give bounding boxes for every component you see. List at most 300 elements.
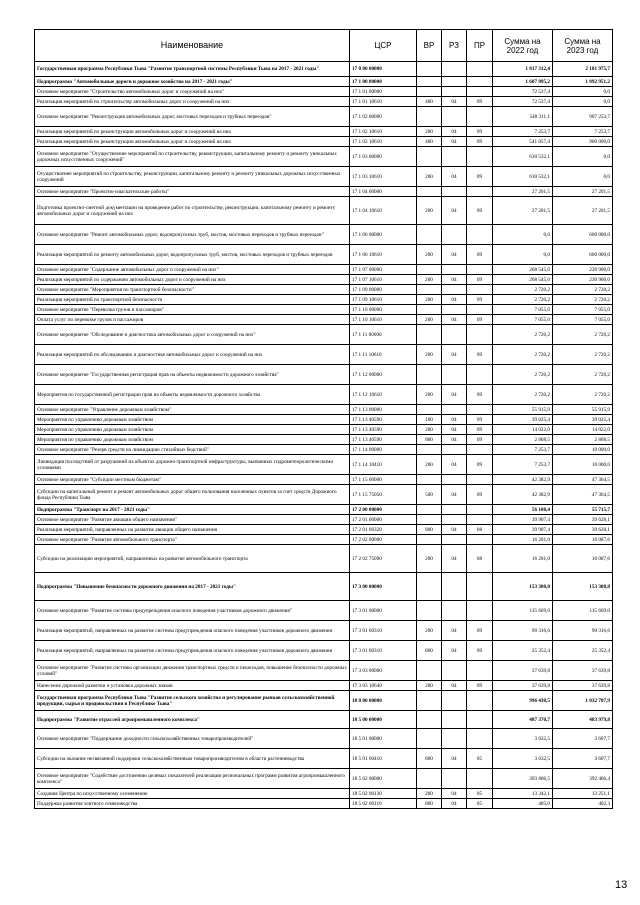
cell-pr [467,225,493,245]
table-row [35,137,613,147]
cell-pr [467,515,493,525]
cell-sum-2022: 7 055,0 [493,315,553,325]
cell-name: Подпрограмма "Развитие отраслей агропромышленного комплекса" [35,711,350,729]
cell-sum-2023: 115 669,0 [553,601,613,621]
cell-sum-2022: 55 915,9 [493,405,553,415]
cell-vr: 500 [417,485,442,505]
cell-sum-2023: 7 055,0 [553,315,613,325]
cell-sum-2023: 230 900,0 [553,265,613,275]
header-vr: ВР [417,30,442,62]
cell-vr: 100 [417,415,442,425]
cell-vr [417,535,442,545]
cell-sum-2023: 0,0 [553,87,613,97]
cell-pr: 09 [467,127,493,137]
cell-csr: 17 1 10 00000 [350,305,417,315]
cell-name: Основное мероприятие "Ремонт автомобильных дорог, водопропускных труб, мостов, мостовых переходов и трубных переездов" [35,225,350,245]
table-row [35,691,613,711]
cell-sum-2023: 7 055,0 [553,305,613,315]
cell-csr: 17 1 01 00000 [350,87,417,97]
cell-name: Нанесение дорожной разметки и установка дорожных знаков [35,681,350,691]
header-rz: РЗ [442,30,467,62]
cell-name: Основное мероприятие "Содействие достижению целевых показателей реализации региональных программ развития агропромышленного комплекса" [35,769,350,789]
cell-vr: 800 [417,799,442,809]
cell-pr [467,365,493,385]
cell-name: Мероприятия по управлению дорожным хозяйством [35,415,350,425]
cell-rz [442,661,467,681]
cell-csr: 17 2 01 60320 [350,525,417,535]
cell-pr: 08 [467,545,493,573]
cell-pr: 09 [467,455,493,475]
cell-sum-2022: 16 201,0 [493,545,553,573]
table-row [35,275,613,285]
cell-sum-2022: 72 537,4 [493,97,553,107]
cell-sum-2022: 39 907,4 [493,525,553,535]
cell-sum-2022: 7 253,7 [493,445,553,455]
cell-name: Основное мероприятие "Проектно-изыскательские работы" [35,187,350,197]
cell-name: Реализация мероприятий по обследованию и диагностике автомобильных дорог и сооружений на них [35,345,350,365]
cell-csr: 17 1 03 00000 [350,147,417,167]
cell-name: Субсидии на реализацию мероприятий, направленных на развитие автомобильного транспорта [35,545,350,573]
cell-sum-2022: 268 545,0 [493,265,553,275]
cell-pr: 09 [467,315,493,325]
cell-vr: 400 [417,137,442,147]
cell-csr: 17 1 11 10610 [350,345,417,365]
cell-sum-2022: 37 639,8 [493,661,553,681]
table-row [35,325,613,345]
cell-vr: 800 [417,435,442,445]
cell-csr: 17 1 09 10610 [350,295,417,305]
cell-vr [417,265,442,275]
cell-vr: 200 [417,315,442,325]
cell-csr: 17 3 01 60310 [350,621,417,641]
cell-sum-2023: 153 308,8 [553,573,613,601]
cell-sum-2022: 39 907,4 [493,515,553,525]
table-row [35,62,613,77]
cell-csr: 17 1 13 00000 [350,405,417,415]
cell-sum-2023: 10 000,0 [553,445,613,455]
cell-pr: 09 [467,345,493,365]
cell-name: Мероприятия по управлению дорожным хозяйством [35,425,350,435]
cell-vr [417,601,442,621]
cell-pr [467,325,493,345]
cell-sum-2023: 39 025,4 [553,415,613,425]
cell-sum-2022: 1 817 312,4 [493,62,553,77]
table-row [35,525,613,535]
table-row [35,445,613,455]
table-row [35,265,613,275]
cell-sum-2022: 13 342,1 [493,789,553,799]
cell-vr: 200 [417,127,442,137]
cell-sum-2022: 42 382,9 [493,485,553,505]
table-row [35,505,613,515]
cell-sum-2022: 3 632,5 [493,749,553,769]
cell-pr [467,77,493,87]
cell-pr [467,305,493,315]
budget-table [34,29,613,809]
cell-name: Субсидии на капитальный ремонт и ремонт автомобильных дорог общего пользования населенных пунктов за счет средств Дорожного фонда Республики Тыва [35,485,350,505]
cell-pr: 09 [467,621,493,641]
cell-name: Основное мероприятие "Управление дорожным хозяйством" [35,405,350,415]
cell-csr: 17 1 13 40590 [350,435,417,445]
cell-pr [467,87,493,97]
cell-sum-2023: 10 000,0 [553,455,613,475]
cell-pr [467,769,493,789]
cell-sum-2022: 14 022,0 [493,425,553,435]
table-row [35,295,613,305]
cell-vr: 200 [417,545,442,573]
cell-csr: 17 2 00 00000 [350,505,417,515]
cell-name: Мероприятия по государственной регистрации прав на объекты недвижимости дорожного хозяйства [35,385,350,405]
cell-csr: 17 3 03 10640 [350,681,417,691]
cell-vr: 200 [417,385,442,405]
cell-sum-2023: 2 868,5 [553,435,613,445]
cell-csr: 17 1 14 10410 [350,455,417,475]
cell-rz [442,225,467,245]
cell-pr [467,445,493,455]
cell-name: Основное мероприятие "Мероприятия по транспортной безопасности" [35,285,350,295]
cell-pr [467,573,493,601]
table-row [35,641,613,661]
cell-sum-2023: 14 022,0 [553,425,613,435]
cell-vr [417,365,442,385]
table-row [35,749,613,769]
cell-vr: 200 [417,681,442,691]
table-row [35,455,613,475]
cell-sum-2022: 2 720,2 [493,295,553,305]
cell-pr: 09 [467,641,493,661]
cell-csr: 18 5 02 60110 [350,799,417,809]
cell-sum-2023: 0,0 [553,147,613,167]
cell-sum-2022: 548 311,1 [493,107,553,127]
cell-rz [442,77,467,87]
table-row [35,147,613,167]
cell-sum-2022: 3 632,5 [493,729,553,749]
cell-name: Государственная программа Республики Тыва "Развитие сельского хозяйства и регулирование рынков сельскохозяйственной продукции, сырья и продовольствия в Республике Тыва" [35,691,350,711]
cell-sum-2023: 230 900,0 [553,275,613,285]
cell-name: Реализация мероприятий, направленных на развитие системы предупреждения опасного поведения участников дорожного движения [35,621,350,641]
table-row [35,711,613,729]
cell-rz [442,573,467,601]
cell-sum-2023: 1 892 951,2 [553,77,613,87]
cell-rz [442,305,467,315]
cell-name: Реализация мероприятий, направленных на развитие системы предупреждения опасного поведения участников дорожного движения [35,641,350,661]
cell-pr: 08 [467,525,493,535]
cell-csr: 17 0 00 00000 [350,62,417,77]
table-row [35,535,613,545]
table-row [35,485,613,505]
cell-sum-2022: 393 806,5 [493,769,553,789]
cell-csr: 18 5 01 00000 [350,729,417,749]
cell-name: Основное мероприятие "Развитие системы предупреждения опасного поведения участников дорожного движения" [35,601,350,621]
cell-rz: 04 [442,127,467,137]
cell-vr: 800 [417,525,442,535]
cell-vr [417,285,442,295]
cell-sum-2023: 39 628,1 [553,515,613,525]
table-row [35,77,613,87]
cell-vr: 800 [417,641,442,661]
cell-rz: 04 [442,167,467,187]
cell-csr: 17 1 10 10610 [350,315,417,325]
table-row [35,435,613,445]
cell-name: Государственная программа Республики Тыва "Развитие транспортной системы Республики Тыва на 2017 - 2021 годы" [35,62,350,77]
table-row [35,285,613,295]
cell-pr: 09 [467,197,493,225]
cell-name: Основное мероприятие "Развитие авиации общего назначения" [35,515,350,525]
cell-vr [417,505,442,515]
cell-vr: 800 [417,749,442,769]
cell-sum-2023: 2 720,2 [553,295,613,305]
cell-csr: 17 1 01 10610 [350,97,417,107]
cell-sum-2022: 7 253,7 [493,127,553,137]
header-name: Наименование [35,30,350,62]
cell-rz [442,107,467,127]
table-row [35,799,613,809]
cell-csr: 17 1 14 00000 [350,445,417,455]
cell-rz: 04 [442,425,467,435]
cell-rz [442,325,467,345]
cell-name: Реализация мероприятий по содержанию автомобильных дорог и сооружений на них [35,275,350,285]
cell-vr [417,691,442,711]
cell-pr: 05 [467,749,493,769]
cell-rz: 04 [442,525,467,535]
cell-csr: 17 3 00 00000 [350,573,417,601]
cell-vr: 200 [417,621,442,641]
cell-vr: 200 [417,275,442,285]
cell-sum-2023: 25 352,4 [553,641,613,661]
cell-sum-2022: 16 201,0 [493,535,553,545]
cell-pr: 09 [467,275,493,285]
cell-rz [442,769,467,789]
cell-vr [417,711,442,729]
table-row [35,789,613,799]
cell-csr: 17 1 02 10610 [350,137,417,147]
cell-csr: 18 5 02 00000 [350,769,417,789]
cell-vr [417,661,442,681]
cell-pr [467,265,493,275]
cell-sum-2022: 25 352,4 [493,641,553,661]
cell-csr: 17 1 04 00000 [350,187,417,197]
table-row [35,225,613,245]
cell-sum-2023: 2 720,2 [553,385,613,405]
cell-csr: 17 2 01 00000 [350,515,417,525]
cell-pr: 05 [467,799,493,809]
cell-rz: 04 [442,245,467,265]
table-row [35,305,613,315]
cell-sum-2022: 72 537,4 [493,87,553,97]
cell-pr: 09 [467,97,493,107]
cell-pr [467,535,493,545]
cell-rz: 04 [442,681,467,691]
cell-csr: 17 1 03 10610 [350,167,417,187]
cell-name: Подпрограмма "Повышение безопасности дорожного движения на 2017 - 2021 годы" [35,573,350,601]
table-row [35,187,613,197]
cell-pr [467,62,493,77]
cell-sum-2022: 2 720,2 [493,345,553,365]
cell-vr [417,405,442,415]
cell-name: Основное мероприятие "Осуществление мероприятий по строительству, реконструкции, капитальному ремонту и ремонту уникальных дорожных искусственных сооружений" [35,147,350,167]
table-row [35,475,613,485]
cell-name: Основное мероприятие "Обследование и диагностика автомобильных дорог и сооружений на них" [35,325,350,345]
cell-rz: 04 [442,315,467,325]
cell-sum-2023: 37 639,8 [553,681,613,691]
cell-rz: 04 [442,345,467,365]
cell-sum-2023: 47 364,5 [553,475,613,485]
cell-rz [442,691,467,711]
cell-name: Реализация мероприятий, направленных на развитие авиации общего назначения [35,525,350,535]
cell-rz [442,147,467,167]
cell-name: Основное мероприятие "Развитие автомобильного транспорта" [35,535,350,545]
cell-rz: 04 [442,385,467,405]
cell-csr: 17 1 07 00000 [350,265,417,275]
cell-rz: 04 [442,641,467,661]
cell-pr: 09 [467,245,493,265]
cell-sum-2023: 16 087,6 [553,545,613,573]
cell-name: Мероприятия по управлению дорожным хозяйством [35,435,350,445]
cell-rz: 04 [442,97,467,107]
cell-name: Реализация мероприятий по реконструкции автомобильных дорог и сооружений на них [35,137,350,147]
cell-sum-2022: 541 057,4 [493,137,553,147]
cell-csr: 17 1 00 00000 [350,77,417,87]
cell-rz [442,505,467,515]
cell-pr [467,147,493,167]
table-row [35,425,613,435]
cell-pr [467,601,493,621]
cell-sum-2022: 2 720,2 [493,385,553,405]
cell-rz: 04 [442,455,467,475]
cell-sum-2022: 2 720,2 [493,285,553,295]
cell-name: Реализация мероприятий по реконструкции автомобильных дорог и сооружений на них [35,127,350,137]
cell-vr: 200 [417,789,442,799]
cell-csr: 17 1 06 00000 [350,225,417,245]
cell-vr [417,445,442,455]
cell-vr [417,305,442,315]
cell-sum-2023: 907 253,7 [553,107,613,127]
cell-csr: 17 3 03 00000 [350,661,417,681]
cell-rz [442,445,467,455]
table-row [35,87,613,97]
cell-pr: 09 [467,385,493,405]
cell-sum-2023: 0,0 [553,167,613,187]
table-row [35,515,613,525]
cell-vr: 200 [417,345,442,365]
cell-csr: 17 2 02 00000 [350,535,417,545]
cell-name: Основное мероприятие "Перевозка грузов и пассажиров" [35,305,350,315]
cell-sum-2022: 630 532,1 [493,167,553,187]
cell-sum-2023: 900 000,0 [553,137,613,147]
cell-rz: 04 [442,435,467,445]
cell-rz [442,265,467,275]
cell-sum-2023: 600 000,0 [553,245,613,265]
cell-pr [467,285,493,295]
cell-vr: 200 [417,455,442,475]
cell-name: Ликвидация последствий от разрушений на объектах дорожно-транспортной инфраструктуры, вызванных гидрометеорологическими условиями [35,455,350,475]
cell-vr: 200 [417,425,442,435]
cell-rz [442,475,467,485]
cell-rz: 04 [442,275,467,285]
cell-pr [467,711,493,729]
cell-rz [442,711,467,729]
cell-name: Оплата услуг по перевозке грузов и пассажиров [35,315,350,325]
cell-csr: 17 1 12 00000 [350,365,417,385]
cell-csr: 17 3 01 60310 [350,641,417,661]
cell-sum-2022: 42 382,9 [493,475,553,485]
cell-csr: 17 1 13 40590 [350,415,417,425]
table-row [35,245,613,265]
cell-pr [467,107,493,127]
cell-name: Подпрограмма "Транспорт на 2017 - 2021 годы" [35,505,350,515]
cell-name: Основное мероприятие "Развитие системы организации движения транспортных средств и пешеходов, повышение безопасности дорожных условий" [35,661,350,681]
cell-csr: 17 1 15 75050 [350,485,417,505]
cell-sum-2023: 2 720,2 [553,285,613,295]
cell-sum-2022: 27 201,5 [493,187,553,197]
cell-sum-2023: 0,0 [553,97,613,107]
cell-sum-2023: 47 364,5 [553,485,613,505]
cell-sum-2023: 2 720,2 [553,365,613,385]
cell-pr: 09 [467,137,493,147]
cell-vr [417,87,442,97]
table-row [35,127,613,137]
cell-rz [442,62,467,77]
cell-sum-2023: 90 316,6 [553,621,613,641]
cell-name: Основное мероприятие "Поддержание доходности сельскохозяйственных товаропроизводителей" [35,729,350,749]
cell-sum-2022: 90 316,6 [493,621,553,641]
cell-sum-2023: 3 607,7 [553,749,613,769]
cell-rz [442,187,467,197]
cell-sum-2022: 27 201,5 [493,197,553,225]
cell-name: Подпрограмма "Автомобильные дороги и дорожное хозяйство на 2017 - 2021 годы" [35,77,350,87]
cell-vr [417,769,442,789]
cell-sum-2022: 7 055,0 [493,305,553,315]
cell-sum-2022: 37 639,8 [493,681,553,691]
table-row [35,345,613,365]
cell-vr: 200 [417,197,442,225]
table-row [35,97,613,107]
table-row [35,315,613,325]
cell-rz: 04 [442,789,467,799]
cell-vr [417,147,442,167]
cell-rz [442,535,467,545]
cell-pr: 09 [467,435,493,445]
cell-pr: 09 [467,167,493,187]
cell-sum-2023: 402,3 [553,799,613,809]
cell-sum-2023: 7 253,7 [553,127,613,137]
cell-sum-2022: 2 720,2 [493,325,553,345]
cell-rz [442,729,467,749]
cell-sum-2022: 405,0 [493,799,553,809]
cell-rz [442,405,467,415]
cell-sum-2023: 16 087,6 [553,535,613,545]
cell-vr [417,515,442,525]
cell-sum-2023: 27 201,5 [553,187,613,197]
cell-name: Реализация мероприятий по транспортной безопасности [35,295,350,305]
cell-vr: 200 [417,245,442,265]
table-row [35,107,613,127]
cell-sum-2022: 0,0 [493,245,553,265]
cell-vr [417,573,442,601]
cell-rz [442,87,467,97]
cell-rz: 04 [442,621,467,641]
cell-sum-2023: 600 000,0 [553,225,613,245]
cell-sum-2022: 2 720,2 [493,365,553,385]
cell-pr [467,475,493,485]
cell-csr: 17 1 02 00000 [350,107,417,127]
header-row [35,30,613,62]
cell-sum-2022: 487 370,7 [493,711,553,729]
table-row [35,167,613,187]
cell-vr [417,225,442,245]
cell-rz [442,365,467,385]
table-row [35,729,613,749]
